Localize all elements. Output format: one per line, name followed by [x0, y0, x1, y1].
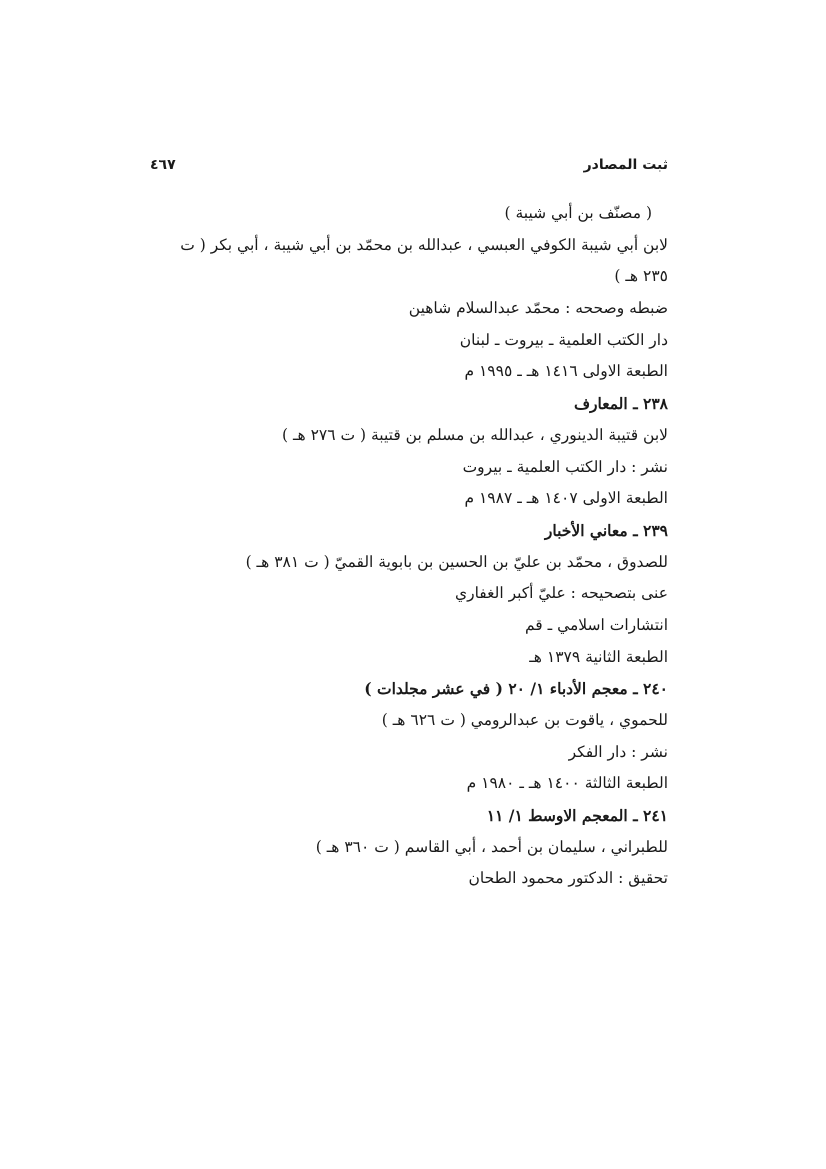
entry-line: للصدوق ، محمّد بن عليّ بن الحسين بن بابوية القميّ ( ت ٣٨١ هـ )	[245, 552, 668, 571]
entry-line: دار الكتب العلمية ـ بيروت ـ لبنان	[459, 330, 668, 349]
entry-line: لابن أبي شيبة الكوفي العبسي ، عبدالله بن محمّد بن أبي شيبة ، أبي بكر ( ت ٢٣٥ هـ )	[180, 235, 668, 286]
entry-line: ( مصنّف بن أبي شيبة )	[504, 204, 652, 222]
entry-title: ٢٣٩ ـ معاني الأخبار	[544, 520, 668, 540]
entry-line: للحموي ، ياقوت بن عبدالرومي ( ت ٦٢٦ هـ )	[381, 711, 668, 730]
entry-line: للطبراني ، سليمان بن أحمد ، أبي القاسم ( ت ٣٦٠ هـ )	[315, 837, 668, 856]
bibliography-list	[162, 198, 668, 895]
page-number: ٤٦٧	[150, 157, 176, 173]
entry-line: الطبعة الاولى ١٤٠٧ هـ ـ ١٩٨٧ م	[464, 489, 668, 508]
entry-line: لابن قتيبة الدينوري ، عبدالله بن مسلم بن قتيبة ( ت ٢٧٦ هـ )	[281, 425, 668, 444]
entry-title: ٢٤٠ ـ معجم الأدباء ١/ ٢٠ ( في عشر مجلدات )	[364, 679, 668, 699]
entry-line: نشر : دار الكتب العلمية ـ بيروت	[462, 457, 668, 476]
running-title: ثبت المصادر	[583, 157, 668, 173]
entry-title: ٢٤١ ـ المعجم الاوسط ١/ ١١	[486, 806, 668, 826]
entry-line: عنى بتصحيحه : عليّ أكبر الغفاري	[454, 584, 668, 603]
entry-line: انتشارات اسلامي ـ قم	[524, 615, 668, 634]
entry-line: ضبطه وصححه : محمّد عبدالسلام شاهين	[408, 299, 668, 318]
entry-line: تحقيق : الدكتور محمود الطحان	[468, 869, 668, 888]
entry-line: الطبعة الثالثة ١٤٠٠ هـ ـ ١٩٨٠ م	[466, 774, 668, 793]
entry-title: ٢٣٨ ـ المعارف	[573, 394, 668, 414]
page-header	[150, 157, 668, 185]
entry-line: نشر : دار الفكر	[568, 742, 668, 761]
entry-line: الطبعة الاولى ١٤١٦ هـ ـ ١٩٩٥ م	[464, 362, 668, 381]
entry-line: الطبعة الثانية ١٣٧٩ هـ	[529, 647, 668, 666]
